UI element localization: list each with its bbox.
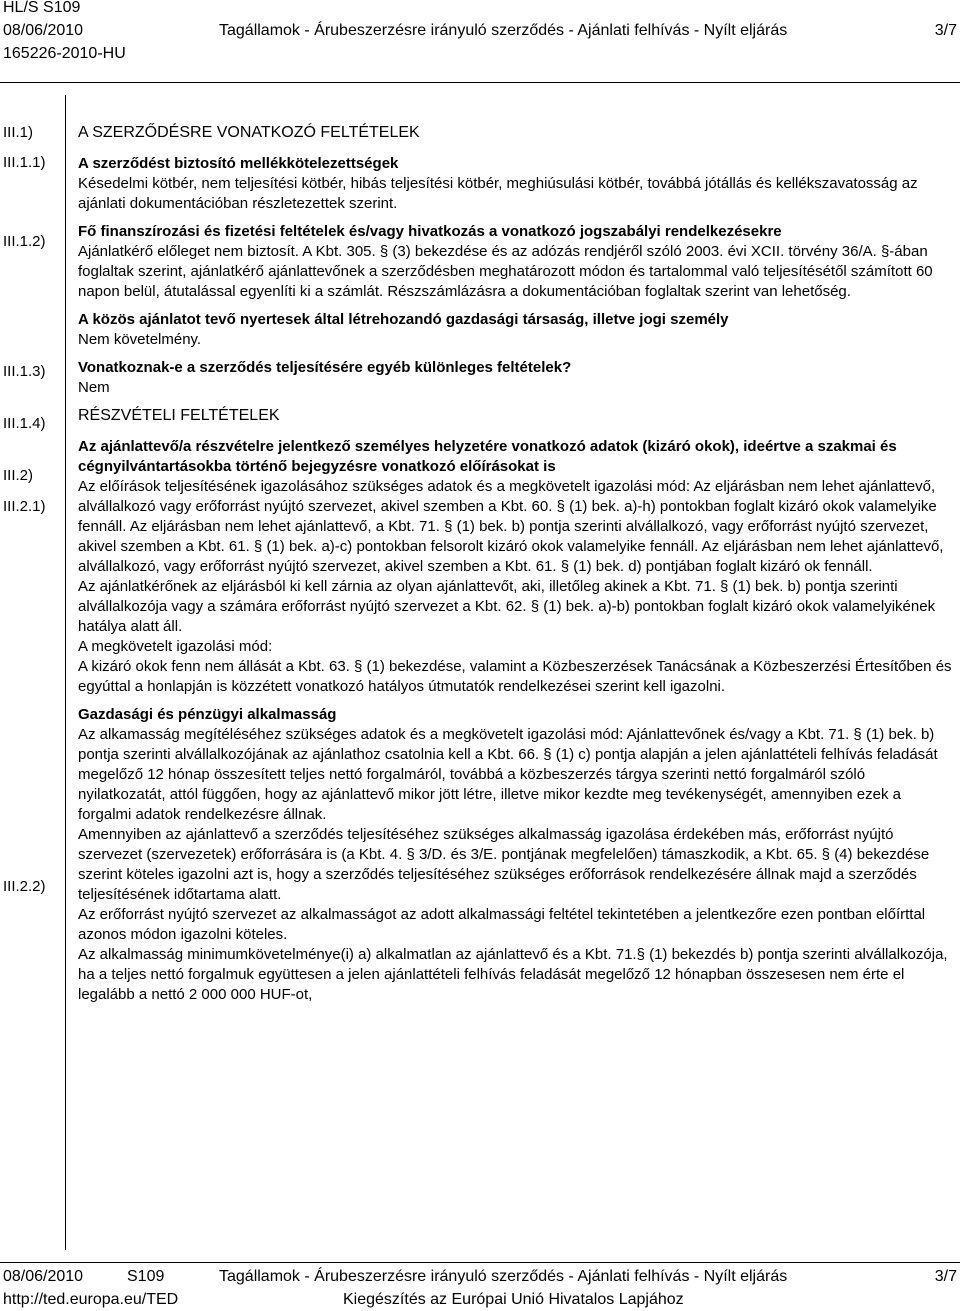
- economic-standing-paragraph: Az alkamasság megítéléséhez szükséges adatok és a megkövetelt igazolási mód: Ajánlattevőnek és/vagy a Kbt. 71. § (1) bek. b) pontja szerinti alvállalkozójának az ajánlathoz csatolnia kell a Kbt. 66. § (1) c) pontja alapján a jelen ajánlattételi felhívás feladását megelőző 12 hónap összesített teljes nettó forgalmáról, továbbá a közbeszerzés tárgya szerinti nettó forgalmáról szóló nyilatkozatát, attól függően, hogy az ajánlattevő mikor jött létre, illetve mikor kezdte meg tevékenységét, amennyiben ezek a forgalmi adatok rendelkezésre állnak.: [78, 726, 938, 823]
- header-title: Tagállamok - Árubeszerzésre irányuló szerződés - Ajánlati felhívás - Nyílt eljárás: [219, 22, 788, 39]
- economic-standing-heading: Gazdasági és pénzügyi alkalmasság: [78, 706, 337, 723]
- legal-form-text: Nem követelmény.: [78, 331, 202, 348]
- footer-page-number: 3/7: [934, 1268, 957, 1285]
- legal-form-heading: A közös ajánlatot tevő nyertesek által létrehozandó gazdasági társaság, illetve jogi személy: [78, 311, 729, 328]
- section-number: III.1.3): [3, 363, 46, 380]
- economic-standing-paragraph: Az alkalmasság minimumkövetelménye(i) a) alkalmatlan az ajánlattevő és a Kbt. 71.§ (1) bekezdés b) pontja szerinti alvállalkozója, ha a teljes nettó forgalmuk együttesen a jelen ajánlattételi felhívás feladását megelőző 12 hónapban összesesen nem érte el legalább a nettó 2 000 000 HUF-ot,: [78, 946, 948, 1003]
- guarantees-heading: A szerződést biztosító mellékkötelezettségek: [78, 155, 399, 172]
- header-page-number: 3/7: [934, 22, 957, 39]
- economic-standing-paragraph: Az erőforrást nyújtó szervezet az alkalmasságot az adott alkalmassági feltétel tekintetében a jelentkezőre ezen pontban előírttal azonos módon igazolni köteles.: [78, 906, 926, 943]
- personal-situation-heading: Az ajánlattevő/a részvételre jelentkező személyes helyzetére vonatkozó adatok (kizáró okok), ideértve a szakmai és cégnyilvántartásokba történő bejegyzésre vonatkozó előírásokat is: [78, 438, 897, 475]
- footer-url-link[interactable]: http://ted.europa.eu/TED: [3, 1291, 179, 1308]
- economic-standing-paragraph: Amennyiben az ajánlattevő a szerződés teljesítéséhez szükséges alkalmasság igazolása érdekében más, erőforrást nyújtó szervezet (szervezetek) erőforrására is (a Kbt. 4. § 3/D. és 3/E. pontjának megfelelően) támaszkodik, a Kbt. 65. § (4) bekezdése szerint köteles igazolni azt is, hogy a szerződés teljesítéséhez szükséges erőforrások rendelkezésére állnak majd a szerződés teljesítésének időtartama alatt.: [78, 826, 930, 903]
- header-divider: [0, 82, 960, 83]
- footer-divider: [0, 1262, 960, 1263]
- section-column-divider: [65, 95, 66, 1250]
- section-number: III.1.2): [3, 233, 46, 250]
- doc-id: HL/S S109: [3, 0, 81, 16]
- special-conditions-text: Nem: [78, 379, 110, 396]
- header-reference: 165226-2010-HU: [3, 45, 126, 62]
- section-number: III.1.1): [3, 154, 46, 171]
- financing-text: Ajánlatkérő előleget nem biztosít. A Kbt. 305. § (3) bekezdése és az adózás rendjéről szóló 2003. évi XCII. törvény 36/A. §-ában foglaltak szerint, ajánlatkérő ajánlattevőnek a szerződésben meghatározott módon és tartalommal való teljesítésétől számított 60 napon belül, átutalással egyenlíti ki a számlát. Részszámlázásra a dokumentációban foglaltak szerint van lehetőség.: [78, 243, 933, 300]
- guarantees-text: Késedelmi kötbér, nem teljesítési kötbér, hibás teljesítési kötbér, meghiúsulási kötbér, továbbá jótállás és kellékszavatosság az ajánlati dokumentációban részletezettek szerint.: [78, 175, 918, 212]
- section-number: III.1.4): [3, 415, 46, 432]
- header-date: 08/06/2010: [3, 22, 84, 39]
- section-number: III.1): [3, 124, 34, 141]
- personal-situation-paragraph: A kizáró okok fenn nem állását a Kbt. 63. § (1) bekezdése, valamint a Közbeszerzések Tanácsának a Közbeszerzési Értesítőben és egyúttal a honlapján is közzétett vonatkozó hatályos útmutatók rendelkezései szerint kell igazolni.: [78, 658, 952, 695]
- section-number: III.2.1): [3, 498, 46, 515]
- special-conditions-heading: Vonatkoznak-e a szerződés teljesítésére egyéb különleges feltételek?: [78, 359, 572, 376]
- document-body: [78, 123, 952, 1005]
- footer-series: S109: [127, 1268, 165, 1285]
- footer-date: 08/06/2010: [3, 1268, 84, 1285]
- financing-heading: Fő finanszírozási és fizetési feltételek és/vagy hivatkozás a vonatkozó jogszabályi rendelkezésekre: [78, 223, 782, 240]
- section-number: III.2.2): [3, 878, 46, 895]
- participation-heading: RÉSZVÉTELI FELTÉTELEK: [78, 407, 280, 424]
- footer-title: Tagállamok - Árubeszerzésre irányuló szerződés - Ajánlati felhívás - Nyílt eljárás: [219, 1268, 788, 1285]
- contract-conditions-heading: A SZERZŐDÉSRE VONATKOZÓ FELTÉTELEK: [78, 124, 420, 141]
- personal-situation-paragraph: Az ajánlatkérőnek az eljárásból ki kell zárnia az olyan ajánlattevőt, aki, illetőleg akinek a Kbt. 71. § (1) bek. b) pontja szerinti alvállalkozója vagy a számára erőforrást nyújtó szervezet a Kbt. 62. § (1) bek. a)-b) pontokban foglalt kizáró okok valamelyikének hatálya alatt áll.: [78, 578, 936, 635]
- personal-situation-paragraph: A megkövetelt igazolási mód:: [78, 638, 273, 655]
- personal-situation-paragraph: Az előírások teljesítésének igazolásához szükséges adatok és a megkövetelt igazolási mód: Az eljárásban nem lehet ajánlattevő, alvállalkozó vagy erőforrást nyújtó szervezet, akivel szemben a Kbt. 60. § (1) bek. a)-h) pontokban foglalt kizáró okok valamelyike fennáll. Az eljárásban nem lehet ajánlattevő, a Kbt. 71. § (1) bek. b) pontja szerinti alvállalkozó, vagy erőforrást nyújtó szervezet, akivel szemben a Kbt. 61. § (1) bek. a)-c) pontokban felsorolt kizáró okok valamelyike fennáll. Az eljárásban nem lehet ajánlattevő, alvállalkozó, vagy erőforrást nyújtó szervezet, akivel szemben a Kbt. 61. § (1) bek. d) pontjában foglalt kizáró ok fennáll.: [78, 478, 944, 575]
- footer-publication: Kiegészítés az Európai Unió Hivatalos Lapjához: [343, 1291, 684, 1308]
- section-number: III.2): [3, 467, 34, 484]
